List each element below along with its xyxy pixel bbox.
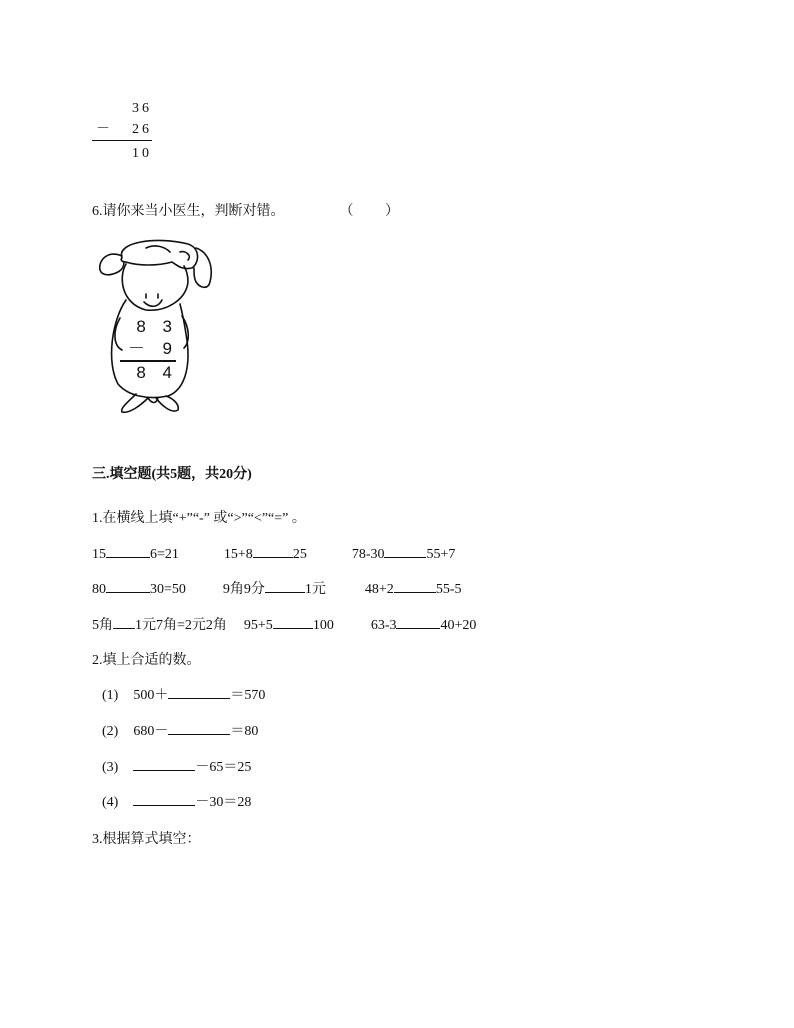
subtrahend-row (92, 119, 152, 140)
q1-r2-b-left: 9角9分 (222, 582, 265, 597)
q1-r1-c-right: 55+7 (426, 547, 456, 562)
q3-prompt: 3.根据算式填空： (92, 832, 201, 847)
q1-r1-b-blank[interactable] (253, 543, 293, 558)
q1-r2-a-blank[interactable] (106, 578, 150, 593)
q2-item-right: ＝570 (230, 688, 266, 703)
sum-line (92, 140, 152, 141)
q1-r1-a-right: 6=21 (150, 547, 179, 562)
q1-r2-b-right: 1元 (304, 582, 326, 597)
q6-text: 6.请你来当小医生，判断对错。 (92, 204, 285, 219)
q1-row-1 (92, 543, 455, 563)
doctor-subtrahend: 9 (162, 339, 178, 358)
q2-item-number: (2) (102, 724, 119, 739)
q2-item-1-blank[interactable] (168, 684, 230, 699)
q1-r2-c-blank[interactable] (394, 578, 436, 593)
q1-r3-b-left: 95+5 (243, 618, 273, 633)
q2-item-3-blank[interactable] (133, 756, 195, 771)
q2-item-2-blank[interactable] (168, 720, 230, 735)
q2-item-left: 680－ (133, 724, 169, 739)
q1-r3-b-blank[interactable] (273, 614, 313, 629)
q1-r2-b-blank[interactable] (265, 578, 305, 593)
q2-item-right: －65＝25 (195, 760, 252, 775)
q1-r3-a-right: 1元7角=2元2角 (135, 618, 227, 633)
q2-item-number: (1) (102, 688, 119, 703)
doctor-subtrahend-row (120, 338, 178, 360)
q2-item-3 (102, 756, 251, 776)
q2-item-4-blank[interactable] (133, 791, 195, 806)
vertical-subtraction (92, 98, 152, 164)
q1-prompt: 1.在横线上填“+”“-” 或“>”“<”“=” 。 (92, 511, 306, 526)
q1-r1-a-left: 15 (92, 547, 106, 562)
q1-r2-c-left: 48+2 (364, 582, 394, 597)
q1-r2-c-right: 55-5 (435, 582, 462, 597)
q1-r3-a-left: 5角 (92, 618, 113, 633)
q2-item-2 (102, 720, 258, 740)
q1-r2-a-left: 80 (92, 582, 106, 597)
q1-row-3 (92, 614, 476, 634)
difference: 10 (132, 146, 152, 161)
minuend: 36 (132, 101, 152, 116)
q2-item-number: (3) (102, 760, 119, 775)
q1-r3-b-right: 100 (312, 618, 334, 633)
q2-item-left: 500＋ (133, 688, 169, 703)
q1-r1-c-left: 78-30 (351, 547, 385, 562)
section-title: 三.填空题(共5题，共20分) (92, 467, 252, 482)
q2-item-1 (102, 684, 265, 704)
doctor-vertical-subtraction (120, 316, 178, 384)
q2-item-right: ＝80 (230, 724, 259, 739)
q1-r3-a-blank[interactable] (113, 614, 135, 629)
q1-r2-a-right: 30=50 (150, 582, 186, 597)
doctor-minus-sign: － (128, 339, 151, 358)
q2-prompt: 2.填上合适的数。 (92, 653, 201, 668)
q1-r1-b-right: 25 (292, 547, 307, 562)
q1-r1-c-blank[interactable] (384, 543, 426, 558)
q1-r1-b-left: 15+8 (223, 547, 253, 562)
q1-r1-a-blank[interactable] (106, 543, 150, 558)
q6-line (92, 200, 413, 220)
q1-row-2 (92, 578, 461, 598)
subtrahend: 26 (132, 122, 152, 137)
doctor-minuend: 8 3 (136, 317, 178, 336)
doctor-difference: 8 4 (136, 362, 178, 382)
q1-r3-c-left: 63-3 (370, 618, 397, 633)
q6-answer-paren[interactable]: （ ） (339, 204, 413, 219)
q2-item-right: －30＝28 (195, 795, 252, 810)
q2-item-4 (102, 791, 251, 811)
q2-item-number: (4) (102, 795, 119, 810)
q1-r3-c-right: 40+20 (440, 618, 477, 633)
q1-r3-c-blank[interactable] (396, 614, 440, 629)
minus-sign: － (96, 122, 113, 137)
